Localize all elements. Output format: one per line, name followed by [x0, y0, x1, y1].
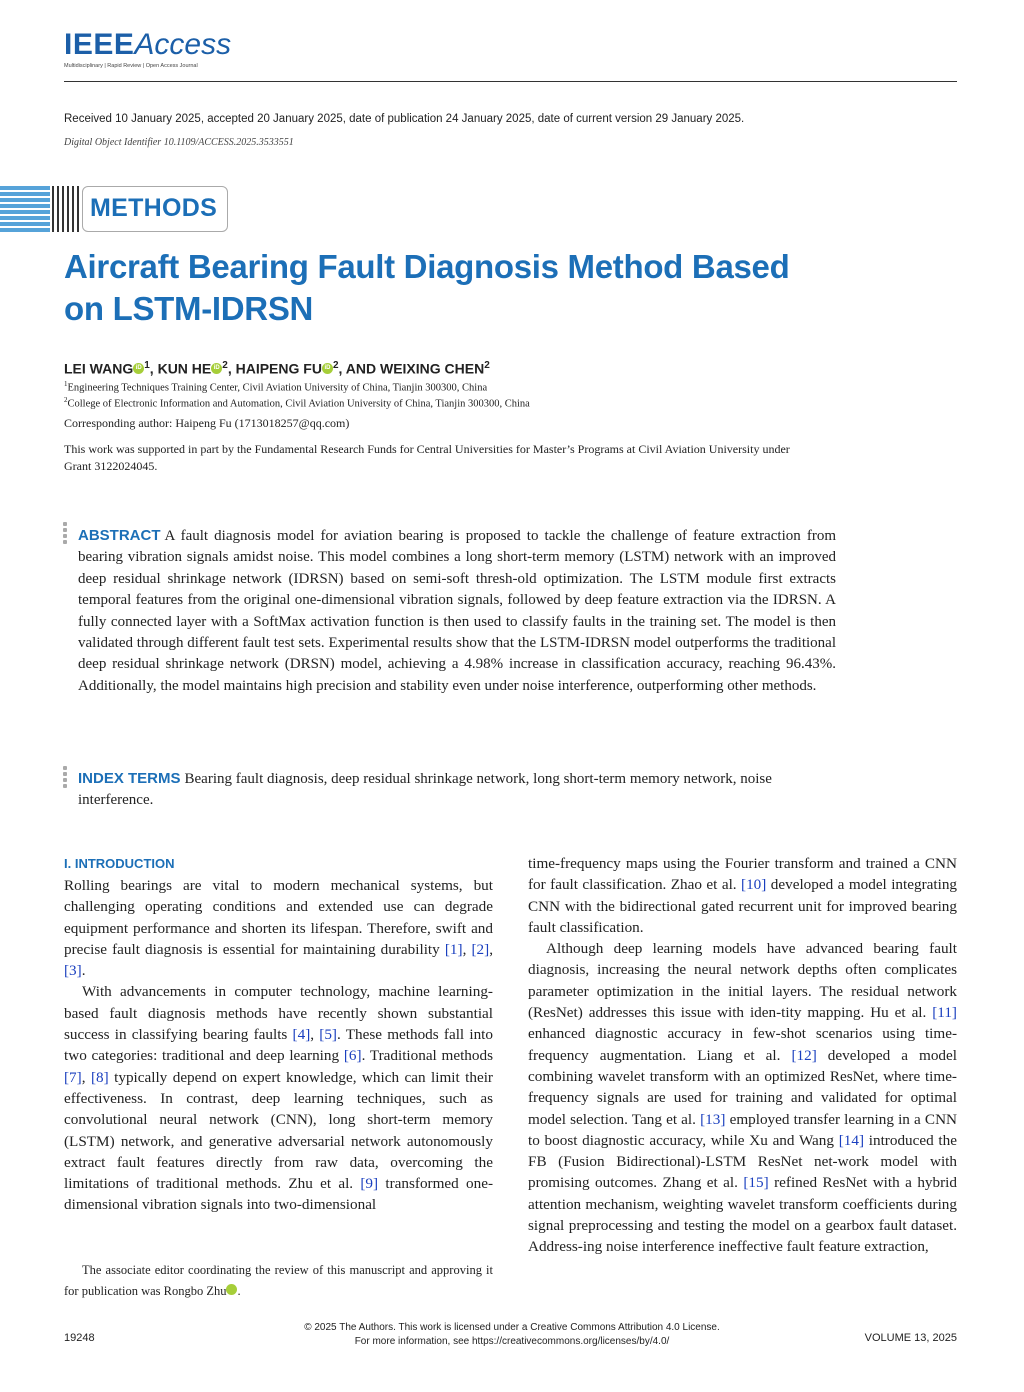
body-text: introduced the FB (Fusion Bidirectional)-LSTM ResNet net-work model with promising outcomes. Zhang et al. — [528, 1131, 957, 1192]
abstract — [78, 525, 836, 697]
author-name: KUN HE — [157, 360, 212, 377]
author-list: LEI WANG iD $^1$, KUN HE iD $^2$, HAIPENG FU iD $^2$, AND WEIXING CHEN$^2$ — [64, 360, 490, 377]
author-name: LEI WANG — [64, 360, 134, 377]
banner-stripes — [0, 186, 50, 232]
orcid-icon[interactable]: iD — [133, 363, 144, 374]
section-label: METHODS — [90, 194, 218, 222]
body-text: employed transfer learning in a CNN to boost diagnostic accuracy, while Xu and Wang — [528, 1110, 957, 1149]
abstract-label: ABSTRACT — [78, 527, 161, 544]
citation-link[interactable]: [9] — [360, 1175, 379, 1193]
body-text: enhanced diagnostic accuracy in few-shot scenarios using time-frequency augmentation. Liang et al. — [528, 1025, 957, 1064]
left-column — [64, 875, 493, 1216]
orcid-icon[interactable]: iD — [322, 363, 333, 374]
citation-link[interactable]: [6] — [343, 1047, 362, 1065]
doi-line: Digital Object Identifier 10.1109/ACCESS.2025.3533551 — [64, 137, 294, 148]
body-paragraph — [528, 853, 957, 938]
author-name: HAIPENG FU — [235, 360, 322, 377]
body-text: , — [462, 940, 472, 958]
volume-label: VOLUME 13, 2025 — [864, 1332, 957, 1344]
body-paragraph — [528, 938, 957, 1257]
citation-link[interactable]: [8] — [90, 1068, 109, 1086]
abstract-text: A fault diagnosis model for aviation bearing is proposed to tackle the challenge of feature extraction from bearing vibration signals amidst noise. This model combines a long short-term memory (LSTM) network with an improved deep residual shrinkage network (IDRSN) based on semi-soft thresh-old optimization. The LSTM module first extracts temporal features from the original one-dimensional vibration signals, followed by deep feature extraction via the IDRSN. A fully connected layer with a SoftMax activation function is then used to classify faults in the training set. The model is then validated through different fault test sets. Experimental results show that the LSTM-IDRSN model outperforms the traditional deep residual shrinkage network (DRSN) model, achieving a 4.98% increase in classification accuracy, reaching 96.43%. Additionally, the model maintains high precision and stability even under noise interference, outperforming other methods. — [78, 528, 836, 694]
license-line: © 2025 The Authors. This work is licensed under a Creative Commons Attribution 4.0 License. — [304, 1322, 720, 1333]
citation-link[interactable]: [13] — [700, 1110, 726, 1128]
citation-link[interactable]: [5] — [319, 1026, 337, 1044]
license-link[interactable]: For more information, see https://creativecommons.org/licenses/by/4.0/ — [354, 1336, 670, 1347]
citation-link[interactable]: [1] — [444, 940, 463, 958]
section-heading-introduction: I. INTRODUCTION — [64, 856, 175, 871]
index-terms-label: INDEX TERMS — [78, 770, 181, 787]
citation-link[interactable]: [4] — [292, 1026, 311, 1044]
abstract-marker — [63, 522, 67, 546]
citation-link[interactable]: [10] — [741, 876, 767, 894]
body-paragraph — [64, 875, 493, 981]
body-text: , — [489, 940, 494, 958]
orcid-icon[interactable]: iD — [226, 1284, 237, 1295]
orcid-icon[interactable]: iD — [211, 363, 222, 374]
corresponding-author: Corresponding author: Haipeng Fu (1713018257@qq.com) — [64, 416, 350, 430]
body-text: typically depend on expert knowledge, which can limit their effectiveness. In contrast, deep learning techniques, such as convolutional neural network (CNN), long short-term memory (LSTM) network, and generative adversarial network autonomously extract fault features directly from raw data, overcoming the limitations of traditional methods. Zhu et al. — [64, 1068, 493, 1193]
body-text: With advancements in computer technology, machine learning-based fault diagnosis methods have recently shown substantial success in classifying bearing faults — [64, 983, 493, 1044]
body-text: Rolling bearings are vital to modern mechanical systems, but challenging operating conditions and extended use can degrade equipment performance and shorten its lifespan. Therefore, swift and precise fault diagnosis is essential for maintaining durability — [64, 877, 493, 958]
citation-link[interactable]: [2] — [471, 940, 490, 958]
funding-note: This work was supported in part by the Fundamental Research Funds for Central Universities for Master’s Programs at Civil Aviation University under Grant 3122024045. — [64, 442, 790, 473]
banner-bars — [50, 186, 80, 232]
index-terms-text: Bearing fault diagnosis, deep residual shrinkage network, long short-term memory network, noise interference. — [78, 771, 772, 809]
body-text: , — [81, 1068, 91, 1086]
citation-link[interactable]: [15] — [743, 1174, 769, 1192]
section-banner — [0, 186, 230, 232]
journal-logo — [64, 30, 231, 69]
author-name: AND WEIXING CHEN — [345, 360, 485, 377]
page-number: 19248 — [64, 1332, 95, 1344]
body-text: , — [310, 1026, 320, 1044]
journal-name: IEEEAccess — [64, 28, 232, 61]
citation-link[interactable]: [3] — [64, 962, 82, 980]
citation-link[interactable]: [12] — [791, 1046, 817, 1064]
received-dates: Received 10 January 2025, accepted 20 January 2025, date of publication 24 January 2025, date of current version 29 January 2025. — [64, 113, 745, 125]
index-terms-marker — [63, 766, 67, 790]
editor-footnote: The associate editor coordinating the review of this manuscript and approving it for publication was Rongbo Zhu iD. — [64, 1263, 493, 1298]
body-text: time-frequency maps using the Fourier transform and trained a CNN for fault classification. Zhao et al. — [528, 855, 957, 894]
body-text: transformed one-dimensional vibration signals into two-dimensional — [64, 1175, 493, 1214]
body-text: . — [81, 962, 86, 980]
header-rule — [64, 81, 957, 82]
citation-link[interactable]: [11] — [932, 1004, 957, 1022]
citation-link[interactable]: [7] — [64, 1068, 82, 1086]
body-text: refined ResNet with a hybrid attention mechanism, weighting wavelet transform coefficients during signal preprocessing and testing the model on a gearbox fault dataset. Address-ing noise interference ineffective fault feature extraction, — [528, 1174, 957, 1256]
affiliation-1: $^1$Engineering Techniques Training Center, Civil Aviation University of China, Tianjin 300300, China — [64, 380, 488, 394]
body-text: developed a model integrating CNN with the bidirectional gated recurrent unit for improved bearing fault classification. — [528, 876, 958, 936]
journal-tagline: Multidisciplinary | Rapid Review | Open Access Journal — [64, 63, 198, 69]
body-text: . These methods fall into two categories: traditional and deep learning — [64, 1026, 493, 1065]
index-terms — [78, 768, 836, 812]
body-paragraph — [64, 981, 493, 1215]
citation-link[interactable]: [14] — [838, 1131, 865, 1149]
paper-title: Aircraft Bearing Fault Diagnosis Method Based on LSTM-IDRSN — [64, 248, 790, 327]
body-text: Although deep learning models have advanced bearing fault diagnosis, increasing the neural network depths often complicates parameter optimization in the initial layers. The residual network (ResNet) addresses this issue with iden-tity mapping. Hu et al. — [528, 940, 957, 1022]
body-text: developed a model combining wavelet transform with an optimized ResNet, where time-frequency signals are used for training and validated for optimal model selection. Tang et al. — [528, 1046, 957, 1128]
right-column — [528, 853, 957, 1258]
body-text: . Traditional methods — [361, 1047, 493, 1065]
affiliation-2: $^2$College of Electronic Information and Automation, Civil Aviation University of China, Tianjin 300300, China — [64, 396, 530, 410]
